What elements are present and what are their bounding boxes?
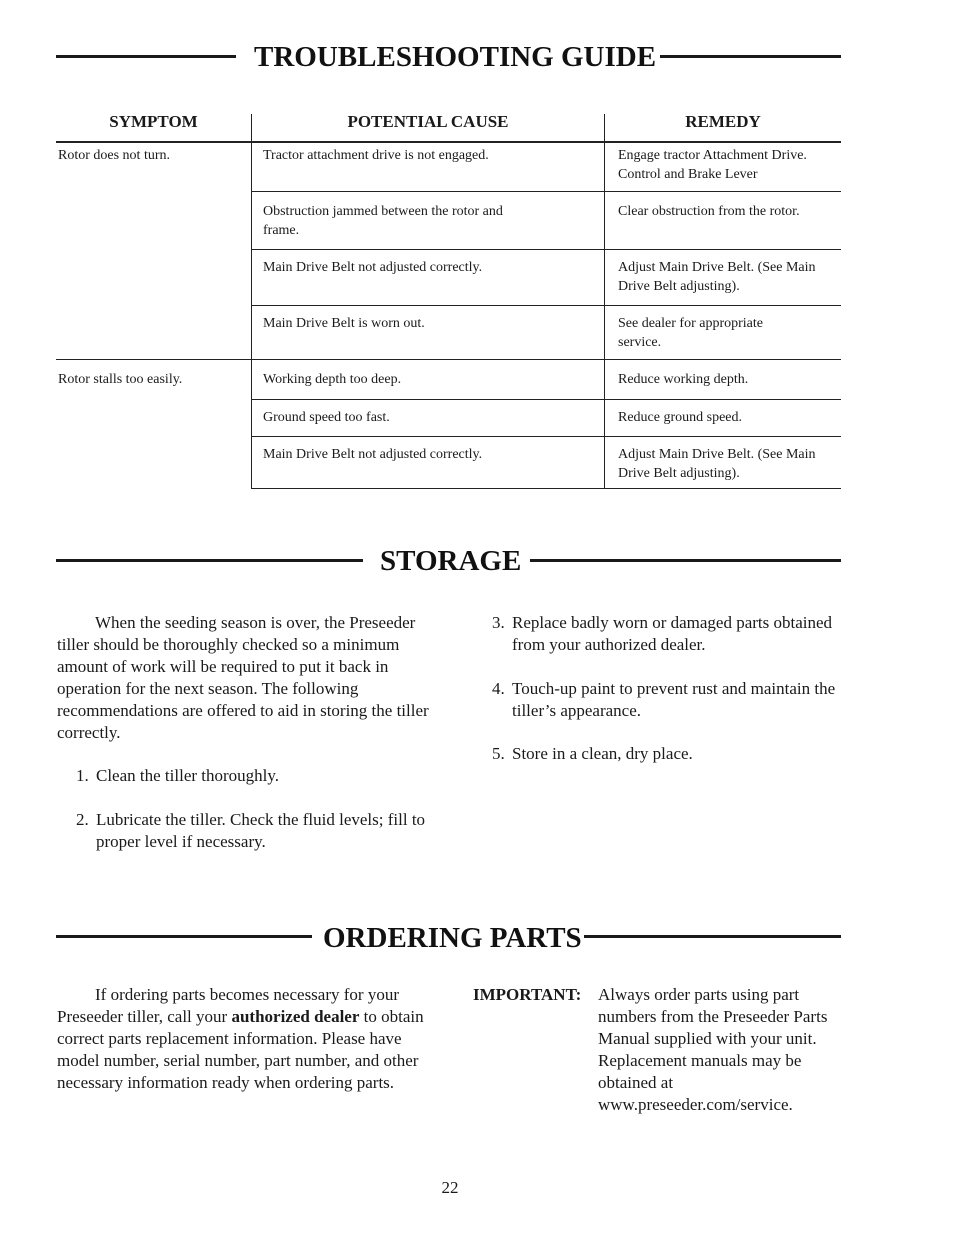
remedy-cell: See dealer for appropriate service. <box>618 316 763 350</box>
cause-cell: Obstruction jammed between the rotor and frame. <box>263 204 503 238</box>
symptom-cell: Rotor stalls too easily. <box>58 372 183 387</box>
cause-cell: Main Drive Belt not adjusted correctly. <box>263 447 483 462</box>
table-bottom-rule <box>252 488 841 489</box>
remedy-cell: Adjust Main Drive Belt. (See Main Drive Belt adjusting). <box>618 447 816 481</box>
ordering-text-after: to obtain correct parts replacement information. Please have model number, serial number, part number, and other necessary information ready when ordering parts. <box>57 1007 424 1092</box>
cause-cell: Main Drive Belt is worn out. <box>263 316 425 331</box>
remedy-cell: Adjust Main Drive Belt. (See Main Drive Belt adjusting). <box>618 260 816 294</box>
remedy-cell: Clear obstruction from the rotor. <box>618 204 800 219</box>
storage-step <box>492 743 852 765</box>
step-text: Store in a clean, dry place. <box>512 744 693 763</box>
header-symptom: SYMPTOM <box>109 112 198 131</box>
table-row-rule <box>252 399 841 400</box>
heading-rule-left <box>56 935 312 938</box>
table-header-rule <box>56 141 841 143</box>
authorized-dealer-text: authorized dealer <box>231 1007 360 1026</box>
storage-title: STORAGE <box>380 545 522 577</box>
step-text: Lubricate the tiller. Check the fluid levels; fill to proper level if necessary. <box>96 810 426 851</box>
important-text: Always order parts using part numbers from the Preseeder Parts Manual supplied with your unit. Replacement manuals may be obtained at www.preseeder.com/service. <box>598 985 828 1114</box>
heading-rule-left <box>56 559 363 562</box>
step-text: Clean the tiller thoroughly. <box>96 766 280 785</box>
storage-step <box>76 809 451 853</box>
heading-rule-right <box>530 559 841 562</box>
step-number: 5. <box>492 744 505 763</box>
troubleshooting-title: TROUBLESHOOTING GUIDE <box>254 41 657 73</box>
heading-rule-right <box>660 55 841 58</box>
table-row-rule <box>252 191 841 192</box>
cause-cell: Ground speed too fast. <box>263 410 390 425</box>
symptom-cell: Rotor does not turn. <box>58 148 170 163</box>
cause-cell: Tractor attachment drive is not engaged. <box>263 148 489 163</box>
step-number: 4. <box>492 679 505 698</box>
storage-step <box>492 678 852 722</box>
step-number: 3. <box>492 613 505 632</box>
header-cause: POTENTIAL CAUSE <box>347 112 509 131</box>
cause-cell: Main Drive Belt not adjusted correctly. <box>263 260 483 275</box>
step-text: Replace badly worn or damaged parts obtained from your authorized dealer. <box>512 613 833 654</box>
remedy-cell: Reduce working depth. <box>618 372 749 387</box>
remedy-cell: Reduce ground speed. <box>618 410 743 425</box>
heading-rule-left <box>56 55 236 58</box>
table-divider <box>251 114 252 489</box>
table-row-rule <box>252 436 841 437</box>
storage-step <box>492 612 837 656</box>
step-number: 2. <box>76 810 89 829</box>
step-text: Touch-up paint to prevent rust and maintain the tiller’s appearance. <box>512 679 836 720</box>
table-row-rule <box>252 249 841 250</box>
storage-intro: When the seeding season is over, the Preseeder tiller should be thoroughly checked so a minimum amount of work will be required to put it back in operation for the next season. The following recommendations are offered to aid in storing the tiller correctly. <box>57 613 429 742</box>
header-remedy: REMEDY <box>685 112 761 131</box>
important-label: IMPORTANT: <box>473 985 582 1004</box>
ordering-text-before: If ordering parts becomes necessary for your Preseeder tiller, call your <box>57 985 399 1026</box>
table-group-rule <box>56 359 841 360</box>
page-number: 22 <box>441 1178 459 1197</box>
heading-rule-right <box>584 935 841 938</box>
cause-cell: Working depth too deep. <box>263 372 402 387</box>
table-divider <box>604 114 605 489</box>
step-number: 1. <box>76 766 89 785</box>
remedy-cell: Engage tractor Attachment Drive. Control and Brake Lever <box>618 148 807 182</box>
ordering-title: ORDERING PARTS <box>323 922 582 954</box>
table-row-rule <box>252 305 841 306</box>
storage-step <box>76 765 446 787</box>
ordering-paragraph <box>57 984 429 1094</box>
